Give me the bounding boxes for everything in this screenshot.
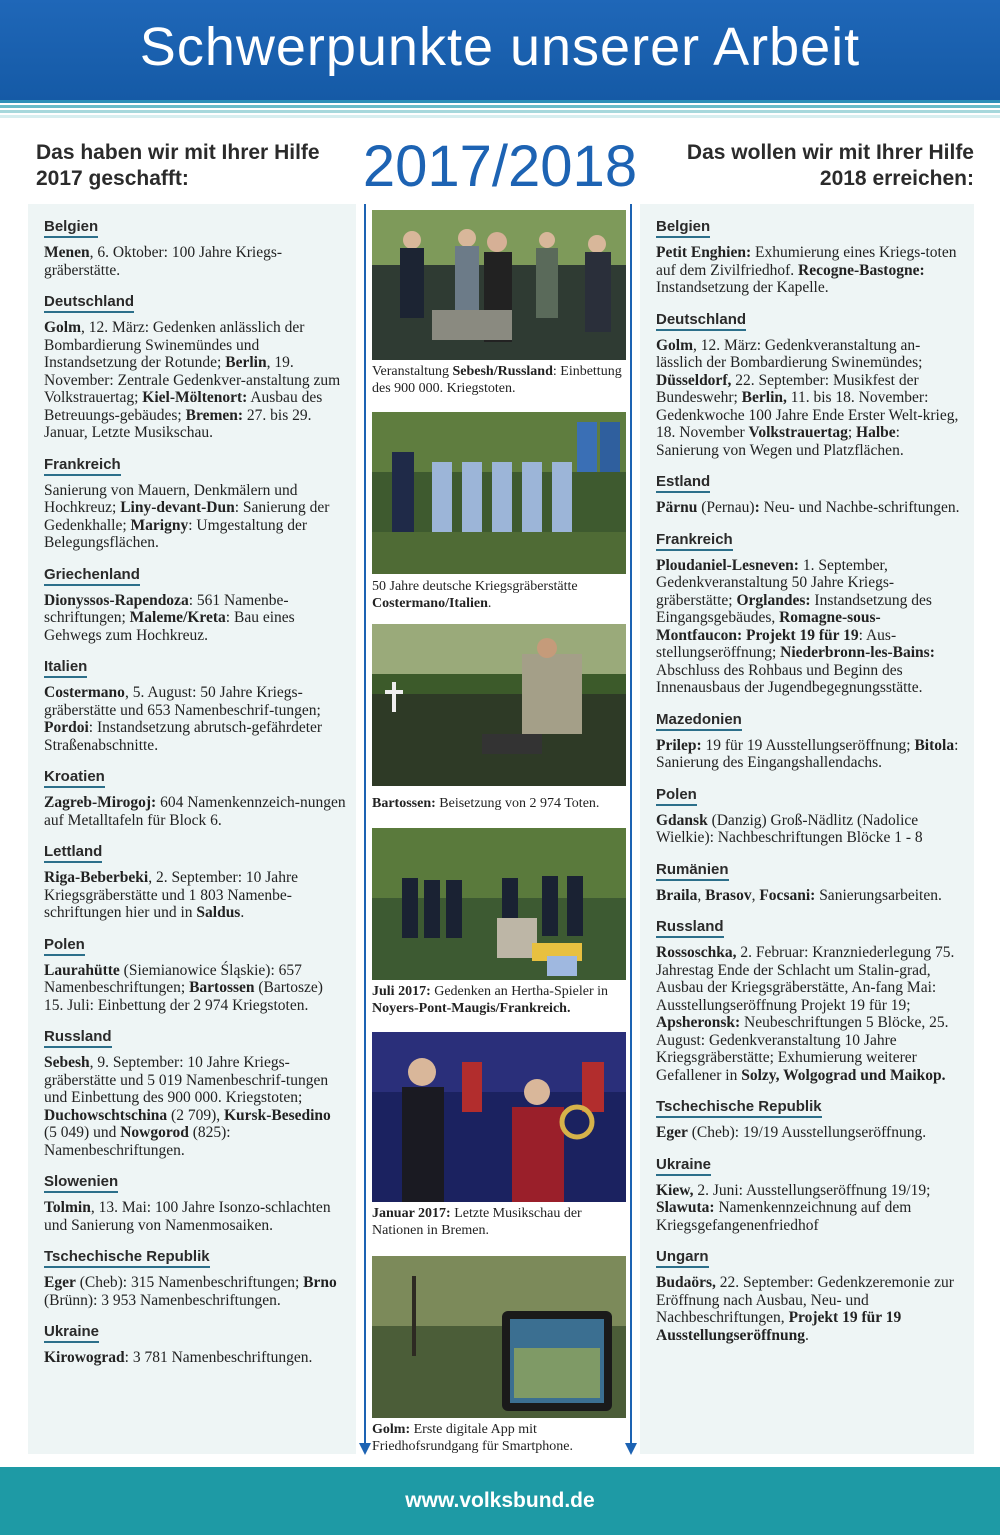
photo-sebesh — [372, 210, 626, 360]
arrow-down-icon — [359, 1443, 371, 1455]
left-section-text: Tolmin, 13. Mai: 100 Jahre Isonzo-schlachten und Sanierung von Namenmosaiken. — [44, 1199, 331, 1234]
right-section-text: Pärnu (Pernau): Neu- und Nachbe-schriftungen. — [656, 499, 960, 516]
left-section-title: Tschechische Republik — [44, 1248, 210, 1268]
right-section-title: Belgien — [656, 218, 710, 238]
timeline-line-left — [364, 204, 366, 1444]
right-section-title: Russland — [656, 918, 724, 938]
goals-2018-column — [640, 204, 974, 1454]
page-title: Schwerpunkte unserer Arbeit — [139, 17, 861, 77]
photo-caption: Golm: Erste digitale App mit Friedhofsrundgang für Smartphone. — [372, 1422, 574, 1454]
left-section-text: Riga-Beberbeki, 2. September: 10 Jahre Kriegsgräberstätte und 1 803 Namenbe-schriftungen hier und in Saldus. — [44, 869, 298, 921]
photo-caption: Veranstaltung Sebesh/Russland: Einbettung des 900 000. Kriegstoten. — [372, 364, 622, 396]
year-title: 2017/2018 — [362, 134, 638, 199]
left-section-title: Italien — [44, 658, 87, 678]
right-section-title: Frankreich — [656, 531, 733, 551]
subhead-2017: Das haben wir mit Ihrer Hilfe 2017 geschafft: — [36, 141, 320, 190]
right-section-text: Budaörs, 22. September: Gedenkzeremonie zur Eröffnung nach Ausbau, Neu- und Nachbeschriftungen, Projekt 19 für 19 Ausstellungseröffnung. — [656, 1274, 954, 1344]
left-section-title: Frankreich — [44, 456, 121, 476]
right-section-title: Mazedonien — [656, 711, 742, 731]
right-section-text: Ploudaniel-Lesneven: 1. September, Gedenkveranstaltung 50 Jahre Kriegs-gräberstätte; Orglandes: Instandsetzung des Eingangsgebäudes, Romagne-sous-Montfaucon: Projekt 19 für 19: Aus-stellungseröffnung; Niederbronn-les-Bains: Abschluss des Rohbaus und Beginn des Innenausbaus der Jugendbegegnungsstätte. — [656, 556, 935, 696]
left-section-text: Zagreb-Mirogoj: 604 Namenkennzeich-nungen auf Metalltafeln für Block 6. — [44, 794, 346, 829]
right-section-title: Ungarn — [656, 1248, 709, 1268]
left-section-title: Slowenien — [44, 1173, 118, 1193]
left-section-title: Polen — [44, 936, 85, 956]
left-section-text: Menen, 6. Oktober: 100 Jahre Kriegs-gräberstätte. — [44, 244, 283, 279]
photo-bremen — [372, 1032, 626, 1202]
left-section-text: Kirowograd: 3 781 Namenbeschriftungen. — [44, 1349, 313, 1366]
photo-golm — [372, 1256, 626, 1418]
right-section-title: Ukraine — [656, 1156, 711, 1176]
left-section-text: Laurahütte (Siemianowice Śląskie): 657 Namenbeschriftungen; Bartossen (Bartosze) 15. Juli: Einbettung der 2 974 Kriegstoten. — [44, 961, 323, 1014]
right-section-text: Braila, Brasov, Focsani: Sanierungsarbeiten. — [656, 886, 942, 904]
right-section-title: Rumänien — [656, 861, 729, 881]
photo-costermano — [372, 412, 626, 574]
right-section-text: Gdansk (Danzig) Groß-Nädlitz (Nadolice Wielkie): Nachbeschriftungen Blöcke 1 - 8 — [656, 811, 923, 846]
timeline-line-right — [630, 204, 632, 1444]
left-section-text: Dionyssos-Rapendoza: 561 Namenbe-schriftungen; Maleme/Kreta: Bau eines Gehwegs zum Hochkreuz. — [44, 591, 295, 644]
achievements-2017-column — [28, 204, 356, 1454]
photo-noyers — [372, 828, 626, 980]
footer-bar — [0, 1467, 1000, 1535]
right-section-title: Polen — [656, 786, 697, 806]
right-section-text: Eger (Cheb): 19/19 Ausstellungseröffnung. — [656, 1124, 927, 1141]
right-section-text: Golm, 12. März: Gedenkveranstaltung an-lässlich der Bombardierung Swinemündes; Düsseldorf, 22. September: Musikfest der Bundeswehr; Berlin, 11. bis 18. November: Gedenkwoche 100 Jahre Ende Erster Welt-krieg, 18. November Volkstrauertag; Halbe: Sanierung von Wegen und Platzflächen. — [656, 336, 959, 459]
left-section-title: Deutschland — [44, 293, 134, 313]
photo-caption: Januar 2017: Letzte Musikschau der Nationen in Bremen. — [372, 1206, 582, 1238]
left-section-text: Golm, 12. März: Gedenken anlässlich der Bombardierung Swinemündes und Instandsetzung der Rotunde; Berlin, 19. November: Zentrale Gedenkver-anstaltung zum Volkstrauertag; Kiel-Möltenort: Ausbau des Betreuungs-gebäudes; Bremen: 27. bis 29. Januar, Letzte Musikschau. — [44, 319, 341, 441]
left-section-title: Lettland — [44, 843, 102, 863]
right-section-text: Prilep: 19 für 19 Ausstellungseröffnung; Bitola: Sanierung des Eingangshallendachs. — [656, 736, 959, 771]
photo-caption: Juli 2017: Gedenken an Hertha-Spieler in Noyers-Pont-Maugis/Frankreich. — [372, 984, 608, 1016]
header-stripes — [0, 100, 1000, 122]
photo-caption: 50 Jahre deutsche Kriegsgräberstätte Costermano/Italien. — [372, 579, 578, 611]
left-section-text: Sebesh, 9. September: 10 Jahre Kriegs-gräberstätte und 5 019 Namenbeschrif-tungen und Einbettung des 900 000. Kriegstoten; Duchowschtschina (2 709), Kursk-Besedino (5 049) und Nowgorod (825): Namenbeschriftungen. — [44, 1054, 331, 1159]
left-section-title: Ukraine — [44, 1323, 99, 1343]
photo-column — [362, 204, 634, 1459]
left-section-title: Kroatien — [44, 768, 105, 788]
right-section-text: Rossoschka, 2. Februar: Kranzniederlegung 75. Jahrestag Ende der Schlacht um Stalin-grad, Ausbau der Kriegsgräberstätte, An-fang Mai: Ausstellungseröffnung Projekt 19 für 19; Apsheronsk: Neubeschriftungen 5 Blöcke, 25. August: Gedenkveranstaltung 10 Jahre Kriegsgräberstätte; Exhumierung weiterer Gefallener in Solzy, Wolgograd und Maikop. — [656, 944, 955, 1084]
photo-caption: Bartossen: Beisetzung von 2 974 Toten. — [372, 796, 600, 811]
left-section-title: Belgien — [44, 218, 98, 238]
left-section-text: Costermano, 5. August: 50 Jahre Kriegs-gräberstätte und 653 Namenbeschrif-tungen; Pordoi: Instandsetzung abrutsch-gefährdeter Straßenabschnitte. — [44, 684, 323, 754]
photo-bartossen — [372, 624, 626, 786]
left-section-title: Russland — [44, 1028, 112, 1048]
left-section-text: Eger (Cheb): 315 Namenbeschriftungen; Brno (Brünn): 3 953 Namenbeschriftungen. — [44, 1274, 337, 1309]
right-section-title: Estland — [656, 473, 710, 493]
right-section-text: Kiew, 2. Juni: Ausstellungseröffnung 19/19; Slawuta: Namenkennzeichnung auf dem Kriegsgefangenenfriedhof — [656, 1181, 931, 1234]
header-banner — [0, 0, 1000, 100]
right-section-text: Petit Enghien: Exhumierung eines Kriegs-toten auf dem Zivilfriedhof. Recogne-Bastogne: Instandsetzung der Kapelle. — [656, 244, 957, 296]
left-section-title: Griechenland — [44, 566, 140, 586]
left-section-text: Sanierung von Mauern, Denkmälern und Hochkreuz; Liny-devant-Dun: Sanierung der Gedenkhalle; Marigny: Umgestaltung der Belegungsflächen. — [44, 481, 330, 551]
subhead-2018: Das wollen wir mit Ihrer Hilfe 2018 erreichen: — [686, 141, 974, 190]
right-section-title: Deutschland — [656, 311, 746, 331]
right-section-title: Tschechische Republik — [656, 1098, 822, 1118]
website-link[interactable]: www.volksbund.de — [405, 1489, 595, 1512]
